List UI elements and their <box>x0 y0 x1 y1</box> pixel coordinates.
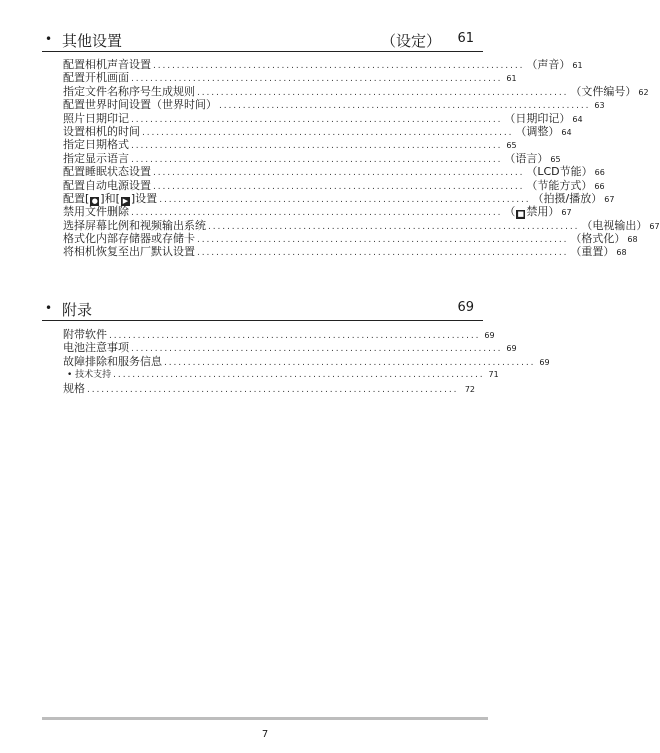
toc-entry-label: 配置世界时间设置（世界时间） <box>63 98 217 112</box>
camera-icon: ● <box>91 196 98 205</box>
toc-entry[interactable] <box>63 151 561 165</box>
toc-entry-tag: （声音） <box>526 58 571 71</box>
toc-entry-label: 指定显示语言 <box>63 151 129 165</box>
toc-entry-tag: （电视输出） <box>581 218 648 232</box>
toc-entry-page: 63 <box>594 101 605 111</box>
dot-leader: .............................................................................. <box>87 384 459 395</box>
toc-entry-tag: （格式化） <box>570 232 626 246</box>
toc-entry-label: 选择屏幕比例和视频输出系统 <box>63 218 206 232</box>
toc-entry-tag: （调整） <box>515 124 560 138</box>
toc-entry[interactable] <box>63 205 572 219</box>
toc-entry[interactable] <box>63 245 627 259</box>
dot-leader: .............................................................................. <box>153 61 525 71</box>
toc-entry[interactable] <box>63 138 517 152</box>
toc-entry[interactable] <box>63 382 475 395</box>
toc-entry-page: 69 <box>539 357 550 367</box>
toc-entry-tag: （文件编号） <box>570 84 637 98</box>
toc-entry[interactable] <box>63 368 499 381</box>
toc-entry-label: 禁用文件删除 <box>63 205 129 219</box>
dot-leader: .............................................................................. <box>131 141 503 152</box>
toc-entry[interactable] <box>63 124 572 138</box>
toc-entry-label: 指定日期格式 <box>63 138 129 152</box>
toc-entry-page: 71 <box>488 370 499 380</box>
toc-entry-tag: （节能方式） <box>526 178 593 192</box>
section-page: 69 <box>457 300 474 315</box>
toc-entry-page: 66 <box>594 168 605 178</box>
toc-entry-page: 67 <box>649 221 660 231</box>
toc-entry-label: 规格 <box>63 381 85 395</box>
toc-entry-label: 将相机恢复至出厂默认设置 <box>63 245 195 259</box>
toc-entry-page: 61 <box>506 74 517 84</box>
section-tag: （设定） <box>380 32 441 50</box>
toc-entry-page: 66 <box>594 181 605 191</box>
toc-entry[interactable] <box>63 165 605 179</box>
toc-entry-page: 64 <box>572 114 583 124</box>
toc-entry[interactable] <box>63 98 605 112</box>
toc-entry-label: 设置相机的时间 <box>63 124 140 138</box>
toc-entry-page: 64 <box>561 127 572 137</box>
footer-rule <box>42 717 488 720</box>
toc-entry-page: 69 <box>484 331 495 340</box>
dot-leader: .............................................................................. <box>208 221 580 232</box>
dot-leader: .............................................................................. <box>159 194 531 205</box>
toc-entry-label: 配置相机声音设置 <box>63 58 151 71</box>
dot-leader: .............................................................................. <box>131 74 503 85</box>
toc-entry[interactable] <box>63 71 517 85</box>
toc-entry-page: 62 <box>638 87 649 97</box>
toc-entry-label: 指定文件名称序号生成规则 <box>63 84 195 98</box>
toc-entry[interactable] <box>63 354 550 368</box>
dot-leader: .............................................................................. <box>153 181 525 192</box>
tag-prefix: （ <box>504 205 516 219</box>
dot-leader: .............................................................................. <box>109 331 481 341</box>
toc-entry-page: 61 <box>572 61 583 70</box>
toc-list-other-settings <box>63 58 660 259</box>
dot-leader: .............................................................................. <box>113 370 485 381</box>
tag-text: 禁用） <box>526 205 560 219</box>
section-bullet: • <box>45 32 53 46</box>
toc-entry-label: 照片日期印记 <box>63 111 129 125</box>
toc-entry-tag <box>504 205 559 219</box>
dot-leader: .............................................................................. <box>197 87 569 98</box>
section-page: 61 <box>457 31 474 46</box>
toc-entry-tag: （拍摄/播放） <box>532 191 603 205</box>
toc-entry-label <box>63 192 157 206</box>
dot-leader: .............................................................................. <box>131 114 503 125</box>
toc-entry-label: 配置开机画面 <box>63 71 129 85</box>
dot-leader: .............................................................................. <box>131 208 503 219</box>
dot-leader: .............................................................................. <box>197 235 569 246</box>
toc-entry[interactable] <box>63 84 649 98</box>
toc-list-appendix <box>63 328 550 395</box>
toc-entry-label: 故障排除和服务信息 <box>63 354 162 368</box>
toc-entry-page: 69 <box>506 344 517 354</box>
toc-entry[interactable] <box>63 218 660 232</box>
toc-entry[interactable] <box>63 232 638 246</box>
toc-entry-label: 配置自动电源设置 <box>63 178 151 192</box>
toc-entry-label: • 技术支持 <box>67 370 112 381</box>
toc-entry-page: 67 <box>561 208 572 218</box>
toc-entry-tag: （语言） <box>504 151 549 165</box>
toc-entry-label: 格式化内部存储器或存储卡 <box>63 232 195 246</box>
dot-leader: .............................................................................. <box>197 248 569 259</box>
toc-entry-page: 68 <box>627 235 638 245</box>
dot-leader: .............................................................................. <box>131 344 503 355</box>
dot-leader: .............................................................................. <box>131 154 503 165</box>
toc-entry[interactable] <box>63 178 605 192</box>
delete-icon: ■ <box>517 210 525 219</box>
toc-entry[interactable] <box>63 341 517 355</box>
dot-leader: .............................................................................. <box>164 357 536 368</box>
toc-entry[interactable] <box>63 58 583 71</box>
toc-entry-label: 附带软件 <box>63 328 107 341</box>
playback-icon: ▶ <box>122 196 129 205</box>
label-part: ]设置 <box>130 191 158 205</box>
toc-entry-tag: （LCD节能） <box>526 165 593 179</box>
toc-entry-page: 68 <box>616 248 627 258</box>
section-title: 附录 <box>62 301 93 319</box>
toc-entry-page: 72 <box>464 384 475 394</box>
toc-entry[interactable] <box>63 191 615 205</box>
dot-leader: .............................................................................. <box>142 127 514 138</box>
page-number: 7 <box>261 729 269 740</box>
dot-leader: .............................................................................. <box>153 168 525 179</box>
section-heading-other-settings <box>42 30 483 52</box>
toc-entry[interactable] <box>63 328 495 341</box>
toc-entry-label: 配置睡眠状态设置 <box>63 165 151 179</box>
toc-entry-label: 电池注意事项 <box>63 341 129 355</box>
section-title: 其他设置 <box>62 32 123 50</box>
dot-leader: .............................................................................. <box>219 101 591 112</box>
toc-entry-tag: （重置） <box>570 245 615 259</box>
toc-entry-tag: （日期印记） <box>504 111 571 125</box>
label-part: 配置[ <box>63 191 90 205</box>
label-part: ]和[ <box>100 191 120 205</box>
section-heading-appendix <box>42 299 483 321</box>
section-bullet: • <box>45 301 53 315</box>
toc-entry-page: 65 <box>506 141 517 151</box>
toc-entry-page: 65 <box>550 154 561 164</box>
toc-entry[interactable] <box>63 111 583 125</box>
toc-entry-page: 67 <box>604 194 615 204</box>
